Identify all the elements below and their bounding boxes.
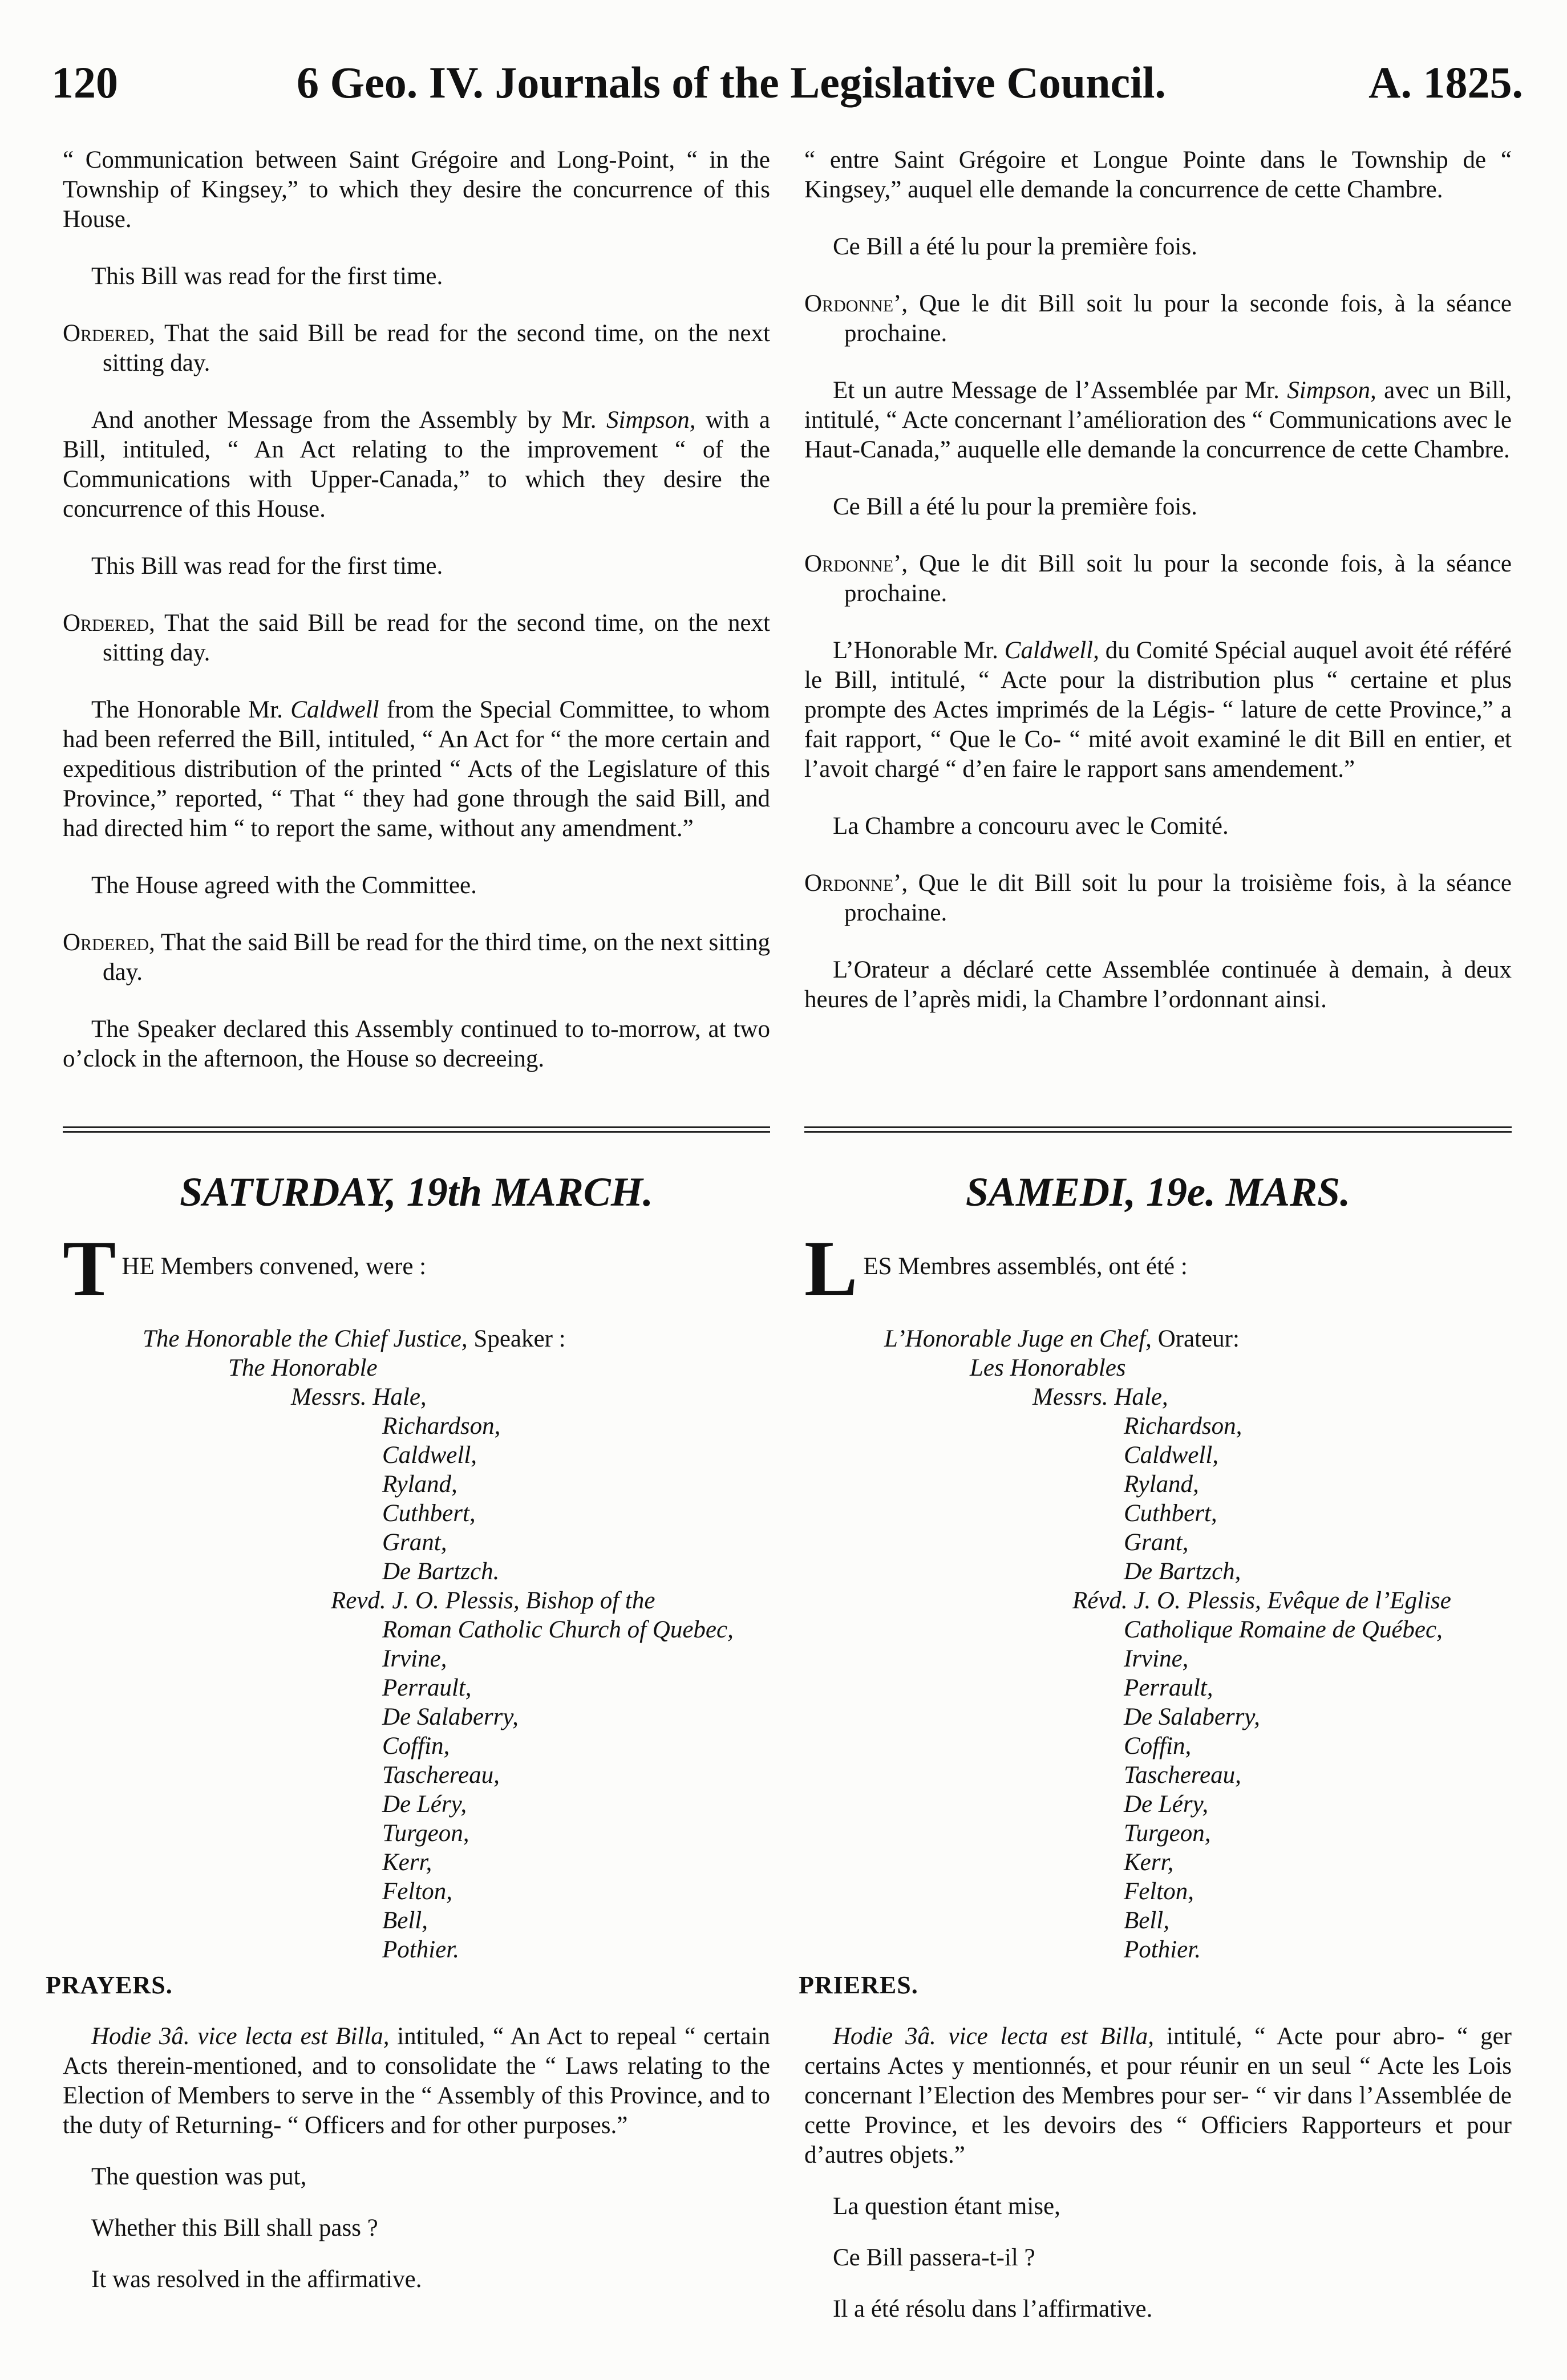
ordered-text: That the said Bill be read for the second time, on the next sitting day. xyxy=(103,610,770,666)
speaker-line: The Honorable the Chief Justice, Speaker : xyxy=(143,1325,566,1352)
member-name: Cuthbert, xyxy=(382,1500,476,1527)
drop-cap: L xyxy=(804,1225,858,1313)
ordered-paragraph xyxy=(804,289,1512,348)
member-name: Kerr, xyxy=(1124,1849,1174,1876)
ordered-paragraph xyxy=(63,609,770,668)
member-name: De Salaberry, xyxy=(382,1704,519,1730)
ordered-text: Que le dit Bill soit lu pour la troisième fois, à la séance prochaine. xyxy=(844,870,1512,926)
prayers-heading-french: PRIERES. xyxy=(799,1971,918,1999)
ordered-lead: Ordered, xyxy=(63,929,155,956)
member-name: De Léry, xyxy=(382,1791,467,1818)
paragraph: Ce Bill a été lu pour la première fois. xyxy=(833,493,1197,520)
paragraph: This Bill was read for the first time. xyxy=(91,553,443,579)
bishop-line-2: Roman Catholic Church of Quebec, xyxy=(382,1616,734,1643)
english-column-top xyxy=(63,145,770,1101)
ordered-text: That the said Bill be read for the second time, on the next sitting day. xyxy=(103,320,770,376)
ordered-text: That the said Bill be read for the third time, on the next sitting day. xyxy=(103,929,770,986)
member-name: Irvine, xyxy=(382,1645,447,1672)
paragraph: “ Communication between Saint Grégoire and Long-Point, “ in the Township of Kingsey,” to which they desire the concurrence of this House. xyxy=(63,147,770,233)
message-paragraph xyxy=(63,695,770,844)
day-heading-french: SAMEDI, 19e. MARS. xyxy=(965,1169,1351,1215)
section-divider-left xyxy=(63,1126,770,1133)
page-number: 120 xyxy=(51,58,118,107)
member-name: Richardson, xyxy=(382,1413,501,1440)
member-name: Pothier. xyxy=(1124,1936,1201,1963)
ordered-paragraph xyxy=(63,319,770,378)
third-reading-english xyxy=(63,2022,770,2322)
paragraph: Ce Bill a été lu pour la première fois. xyxy=(833,233,1197,260)
member-name: Caldwell, xyxy=(1004,637,1099,664)
message-text: L’Honorable Mr. xyxy=(833,637,1005,664)
third-reading-french xyxy=(804,2022,1512,2351)
day-heading-english: SATURDAY, 19th MARCH. xyxy=(180,1169,653,1215)
ordered-lead: Ordered, xyxy=(63,320,155,347)
message-text: avec un Bill, intitulé, “ Acte concernant l’amélioration des “ Communications avec le Haut-Canada,” auquelle elle demande la concurrence de cette Chambre. xyxy=(804,377,1512,463)
ordered-lead: Ordonne’, xyxy=(804,550,908,577)
honorable-line: The Honorable xyxy=(228,1355,378,1381)
member-name: Simpson, xyxy=(606,407,696,433)
page-header xyxy=(51,51,1523,114)
ordered-paragraph xyxy=(804,549,1512,609)
members-list-english xyxy=(63,1324,770,1964)
prayers-heading: PRAYERS. xyxy=(46,1971,173,1999)
member-name: Pothier. xyxy=(382,1936,459,1963)
bishop-line: Revd. J. O. Plessis, Bishop of the xyxy=(331,1587,655,1614)
member-name: Ryland, xyxy=(1124,1471,1199,1498)
member-name: Coffin, xyxy=(382,1733,450,1759)
member-name: Turgeon, xyxy=(382,1820,469,1847)
paragraph: L’Orateur a déclaré cette Assemblée continuée à demain, à deux heures de l’après midi, la Chambre l’ordonnant ainsi. xyxy=(804,956,1512,1013)
ordered-text: Que le dit Bill soit lu pour la seconde fois, à la séance prochaine. xyxy=(844,550,1512,607)
member-name: Felton, xyxy=(382,1878,452,1905)
message-paragraph xyxy=(63,406,770,524)
ordered-lead: Ordered, xyxy=(63,610,155,636)
message-paragraph xyxy=(804,636,1512,784)
bishop-line: Révd. J. O. Plessis, Evêque de l’Eglise xyxy=(1072,1587,1451,1614)
member-name: Kerr, xyxy=(382,1849,432,1876)
member-name: Grant, xyxy=(382,1529,447,1556)
ordered-lead: Ordonne’, xyxy=(804,870,908,897)
member-name: Perrault, xyxy=(382,1674,472,1701)
whether-line: Whether this Bill shall pass ? xyxy=(91,2215,378,2241)
paragraph: The House agreed with the Committee. xyxy=(91,872,477,899)
year: A. 1825. xyxy=(1368,58,1523,107)
message-text: with a Bill, intituled, “ An Act relating to the improvement “ of the Communications with Upper-Canada,” to which they desire the concurrence of this House. xyxy=(63,407,770,522)
message-text: du Comité Spécial auquel avoit été référé le Bill, intitulé, “ Acte pour la distribution plus “ certaine et plus prompte des Actes imprimés de la Légis- “ lature de cette Province,” a fait rapport, “ Que le Co- “ mité avoit examiné le dit Bill en entier, et l’avoit chargé “ d’en faire le rapport sans amendement.” xyxy=(804,637,1512,782)
message-text: Et un autre Message de l’Assemblée par Mr. xyxy=(833,377,1287,404)
ordered-paragraph xyxy=(63,928,770,987)
drop-cap: T xyxy=(63,1225,116,1313)
member-name: Bell, xyxy=(382,1907,428,1934)
member-name: Caldwell, xyxy=(382,1442,477,1469)
running-title: 6 Geo. IV. Journals of the Legislative Council. xyxy=(297,58,1166,107)
resolved-line: Il a été résolu dans l’affirmative. xyxy=(833,2296,1153,2322)
opening-text: ES Membres assemblés, ont été : xyxy=(863,1253,1188,1280)
opening-french xyxy=(804,1225,1512,1313)
member-name: Richardson, xyxy=(1124,1413,1242,1440)
member-name: Felton, xyxy=(1124,1878,1194,1905)
member-name: De Bartzch, xyxy=(1124,1558,1241,1585)
member-name: De Léry, xyxy=(1124,1791,1209,1818)
hodie-paragraph: Hodie 3â. vice lecta est Billa, intitulé, “ Acte pour abro- “ ger certains Actes y mentionnés, et pour réunir en un seul “ Acte les Lois concernant l’Election des Membres pour ser- “ vir dans l’Assemblée de cette Province, et les devoirs des “ Officiers Rapporteurs et pour d’autres objets.” xyxy=(804,2023,1512,2168)
paragraph: “ entre Saint Grégoire et Longue Pointe dans le Township de “ Kingsey,” auquel elle demande la concurrence de cette Chambre. xyxy=(804,147,1512,203)
ordered-lead: Ordonne’, xyxy=(804,290,908,317)
paragraph: La Chambre a concouru avec le Comité. xyxy=(833,813,1229,840)
member-name: De Bartzch. xyxy=(382,1558,500,1585)
member-name: De Salaberry, xyxy=(1124,1704,1260,1730)
member-name: Taschereau, xyxy=(382,1762,500,1789)
member-name: Irvine, xyxy=(1124,1645,1189,1672)
member-name: Coffin, xyxy=(1124,1733,1192,1759)
ordered-paragraph xyxy=(804,869,1512,928)
member-name: Grant, xyxy=(1124,1529,1189,1556)
question-line: La question étant mise, xyxy=(833,2193,1060,2220)
paragraph: The Speaker declared this Assembly continued to to-morrow, at two o’clock in the afternoon, the House so decreeing. xyxy=(63,1016,770,1072)
opening-text: HE Members convened, were : xyxy=(122,1253,427,1280)
member-name: Perrault, xyxy=(1124,1674,1213,1701)
question-line: The question was put, xyxy=(91,2163,307,2190)
member-name: Taschereau, xyxy=(1124,1762,1241,1789)
honorable-line: Les Honorables xyxy=(970,1355,1126,1381)
section-divider-right xyxy=(804,1126,1512,1133)
messrs-line: Messrs. Hale, xyxy=(1032,1384,1168,1410)
paragraph: This Bill was read for the first time. xyxy=(91,263,443,290)
ordered-text: Que le dit Bill soit lu pour la seconde fois, à la séance prochaine. xyxy=(844,290,1512,347)
member-name: Caldwell, xyxy=(1124,1442,1219,1469)
member-name: Turgeon, xyxy=(1124,1820,1211,1847)
message-paragraph xyxy=(804,376,1512,465)
message-text: And another Message from the Assembly by Mr. xyxy=(91,407,606,433)
opening-english xyxy=(63,1225,770,1313)
members-list-french xyxy=(804,1324,1512,1964)
member-name: Simpson, xyxy=(1287,377,1376,404)
message-text: from the Special Committee, to whom had been referred the Bill, intituled, “ An Act for “ the more certain and expeditious distribution of the printed “ Acts of the Legislature of this Province,” reported, “ That “ they had gone through the said Bill, and had directed him “ to report the same, without any amendment.” xyxy=(63,696,770,842)
whether-line: Ce Bill passera-t-il ? xyxy=(833,2244,1035,2271)
messrs-line: Messrs. Hale, xyxy=(291,1384,427,1410)
member-name: Bell, xyxy=(1124,1907,1169,1934)
member-name: Ryland, xyxy=(382,1471,457,1498)
resolved-line: It was resolved in the affirmative. xyxy=(91,2266,422,2293)
member-name: Caldwell xyxy=(290,696,379,723)
member-name: Cuthbert, xyxy=(1124,1500,1217,1527)
bishop-line-2: Catholique Romaine de Québec, xyxy=(1124,1616,1443,1643)
french-column-top xyxy=(804,145,1512,1042)
message-text: The Honorable Mr. xyxy=(91,696,291,723)
speaker-line: L’Honorable Juge en Chef, Orateur: xyxy=(884,1325,1240,1352)
hodie-paragraph: Hodie 3â. vice lecta est Billa, intituled, “ An Act to repeal “ certain Acts therein-mentioned, and to consolidate the “ Laws relating to the Election of Members to serve in the “ Assembly of this Province, and to the duty of Returning- “ Officers and for other purposes.” xyxy=(63,2023,770,2139)
